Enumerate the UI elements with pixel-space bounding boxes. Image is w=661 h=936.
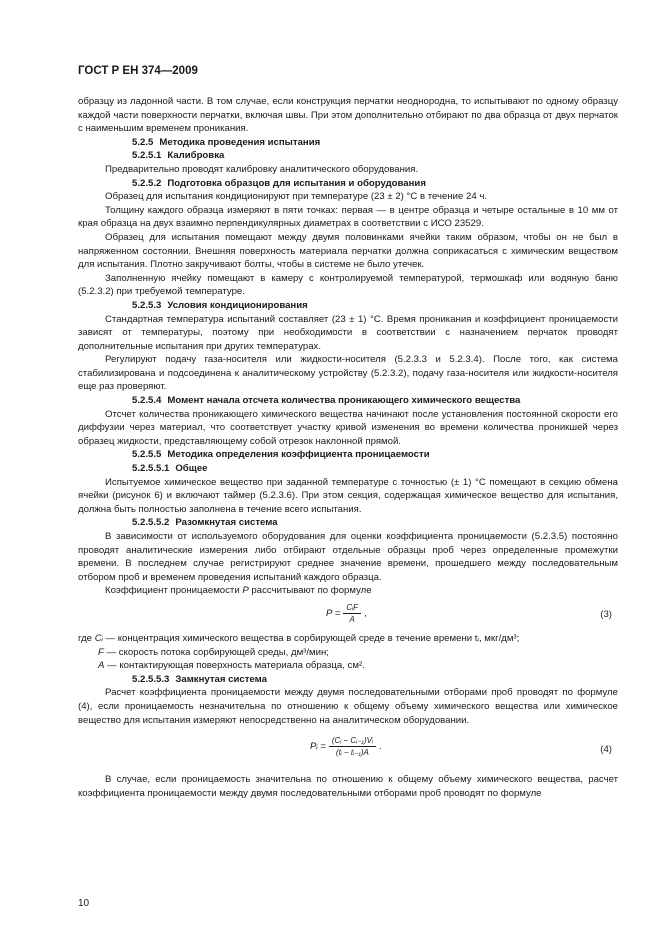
- formula-4: [78, 733, 618, 767]
- definition-row: где Cᵢ — концентрация химического вещества в сорбирующей среде в течение времени tᵢ, мкг/дм³;: [78, 632, 520, 644]
- definition-row: A — контактирующая поверхность материала образца, см².: [98, 660, 365, 672]
- definition-row: F — скорость потока сорбирующей среды, дм³/мин;: [98, 646, 329, 658]
- paragraph: Регулируют подачу газа-носителя или жидкости-носителя (5.2.3.3 и 5.2.3.4). После того, как система стабилизирована и подсоединена к аналитическому устройству (5.2.3.2), подачу газа-носителя или жидкости-носителя еще раз проверяют.: [78, 354, 618, 393]
- equation-number: (4): [600, 744, 612, 756]
- paragraph: Предварительно проводят калибровку аналитического оборудования.: [105, 163, 419, 175]
- formula-tail: ,: [363, 607, 367, 619]
- paragraph: В зависимости от используемого оборудования для оценки коэффициента проницаемости (5.2.3.5) постоянно проводят аналитические измерения либо отбирают отдельные образцы проб через определенные промежутки времени. В последнем случае регистрируют среднее значение времени, прошедшего между последовательным отбором проб и временем проведения испытаний каждого образца.: [78, 531, 618, 583]
- section-heading-5-2-5-5-3: 5.2.5.5.3 Замкнутая система: [132, 673, 267, 685]
- paragraph: Отсчет количества проникающего химического вещества начинают после установления постоянной скорости его диффузии через материал, что соответствует участку кривой изменения во времени количества проникшей через образец жидкости, представляющему собой отрезок наклонной прямой.: [78, 408, 618, 447]
- variable-definitions: [78, 632, 618, 673]
- formula-fraction: [343, 602, 361, 625]
- page-number: 10: [78, 898, 90, 909]
- section-heading-5-2-5-5-2: 5.2.5.5.2 Разомкнутая система: [132, 517, 278, 529]
- section-heading-5-2-5-5: 5.2.5.5 Методика определения коэффициента проницаемости: [132, 449, 430, 461]
- paragraph: Коэффициент проницаемости P рассчитывают по формуле: [105, 585, 372, 597]
- formula-lhs: Pᵢ =: [310, 740, 326, 752]
- paragraph: Заполненную ячейку помещают в камеру с контролируемой температурой, термошкаф или водяную баню (5.2.3.2) при требуемой температуре.: [78, 272, 618, 298]
- section-heading-5-2-5-4: 5.2.5.4 Момент начала отсчета количества проникающего химического вещества: [132, 395, 521, 407]
- section-heading-5-2-5-3: 5.2.5.3 Условия кондиционирования: [132, 299, 308, 311]
- paragraph: В случае, если проницаемость значительна по отношению к общему объему химического вещества, расчет коэффициента проницаемости между двумя последовательными отборами проб проводят по формуле: [78, 774, 618, 799]
- formula-denominator: A: [349, 614, 355, 624]
- document-header: ГОСТ Р ЕН 374—2009: [78, 65, 198, 77]
- formula-numerator: CᵢF: [343, 602, 361, 614]
- formula-numerator: (Cᵢ − Cᵢ₋₁)Vᵢ: [329, 735, 376, 747]
- formula-fraction: [329, 735, 376, 758]
- formula-denominator: (tᵢ − tᵢ₋₁)A: [335, 748, 369, 758]
- paragraph: образцу из ладонной части. В том случае, если конструкция перчатки неоднородна, то испытывают по одному образцу каждой части поверхности перчатки, включая швы. При этом дополнительно отбирают по два образца от двух перчаток с наименьшим временем проникания.: [78, 96, 618, 135]
- section-heading-5-2-5-5-1: 5.2.5.5.1 Общее: [132, 463, 208, 475]
- paragraph: Стандартная температура испытаний составляет (23 ± 1) °С. Время проникания и коэффициент проницаемости зависят от температуры, поэтому при необходимости в соответствии с назначением перчаток проводят дополнительные испытания при других температурах.: [78, 313, 618, 352]
- formula-tail: .: [378, 740, 382, 752]
- section-heading-5-2-5-1: 5.2.5.1 Калибровка: [132, 150, 225, 162]
- section-heading-5-2-5: 5.2.5 Методика проведения испытания: [132, 136, 321, 148]
- page-content: [78, 95, 618, 800]
- equation-number: (3): [600, 608, 612, 620]
- paragraph: Испытуемое химическое вещество при заданной температуре с точностью (± 1) °С помещают в секцию обмена ячейки (рисунок 6) и включают таймер (5.2.3.6). При этом секция, содержащая химическое вещество для испытания, должна быть полностью заполнена в течение всего испытания.: [78, 476, 618, 515]
- paragraph: Расчет коэффициента проницаемости между двумя последовательными отборами проб проводят по формуле (4), если проницаемость незначительна по отношению к общему объему химического вещества или химическое вещество для испытания измеряют непосредственно на аналитическом оборудовании.: [78, 687, 618, 726]
- section-heading-5-2-5-2: 5.2.5.2 Подготовка образцов для испытания и оборудования: [132, 177, 426, 189]
- paragraph: Образец для испытания помещают между двумя половинками ячейки таким образом, чтобы он не был в напряженном состоянии. Внешняя поверхность материала перчатки должна соприкасаться с химическим веществом для испытания. Плотно закручивают болты, чтобы в системе не было утечек.: [78, 231, 618, 271]
- formula-3: [78, 600, 618, 630]
- paragraph: Образец для испытания кондиционируют при температуре (23 ± 2) °С в течение 24 ч.: [105, 191, 487, 203]
- formula-lhs: P =: [326, 607, 341, 619]
- paragraph: Толщину каждого образца измеряют в пяти точках: первая — в центре образца и четыре остальные в 10 мм от края образца на двух взаимно перпендикулярных диаметрах в соответствии с ИСО 23529.: [78, 204, 618, 230]
